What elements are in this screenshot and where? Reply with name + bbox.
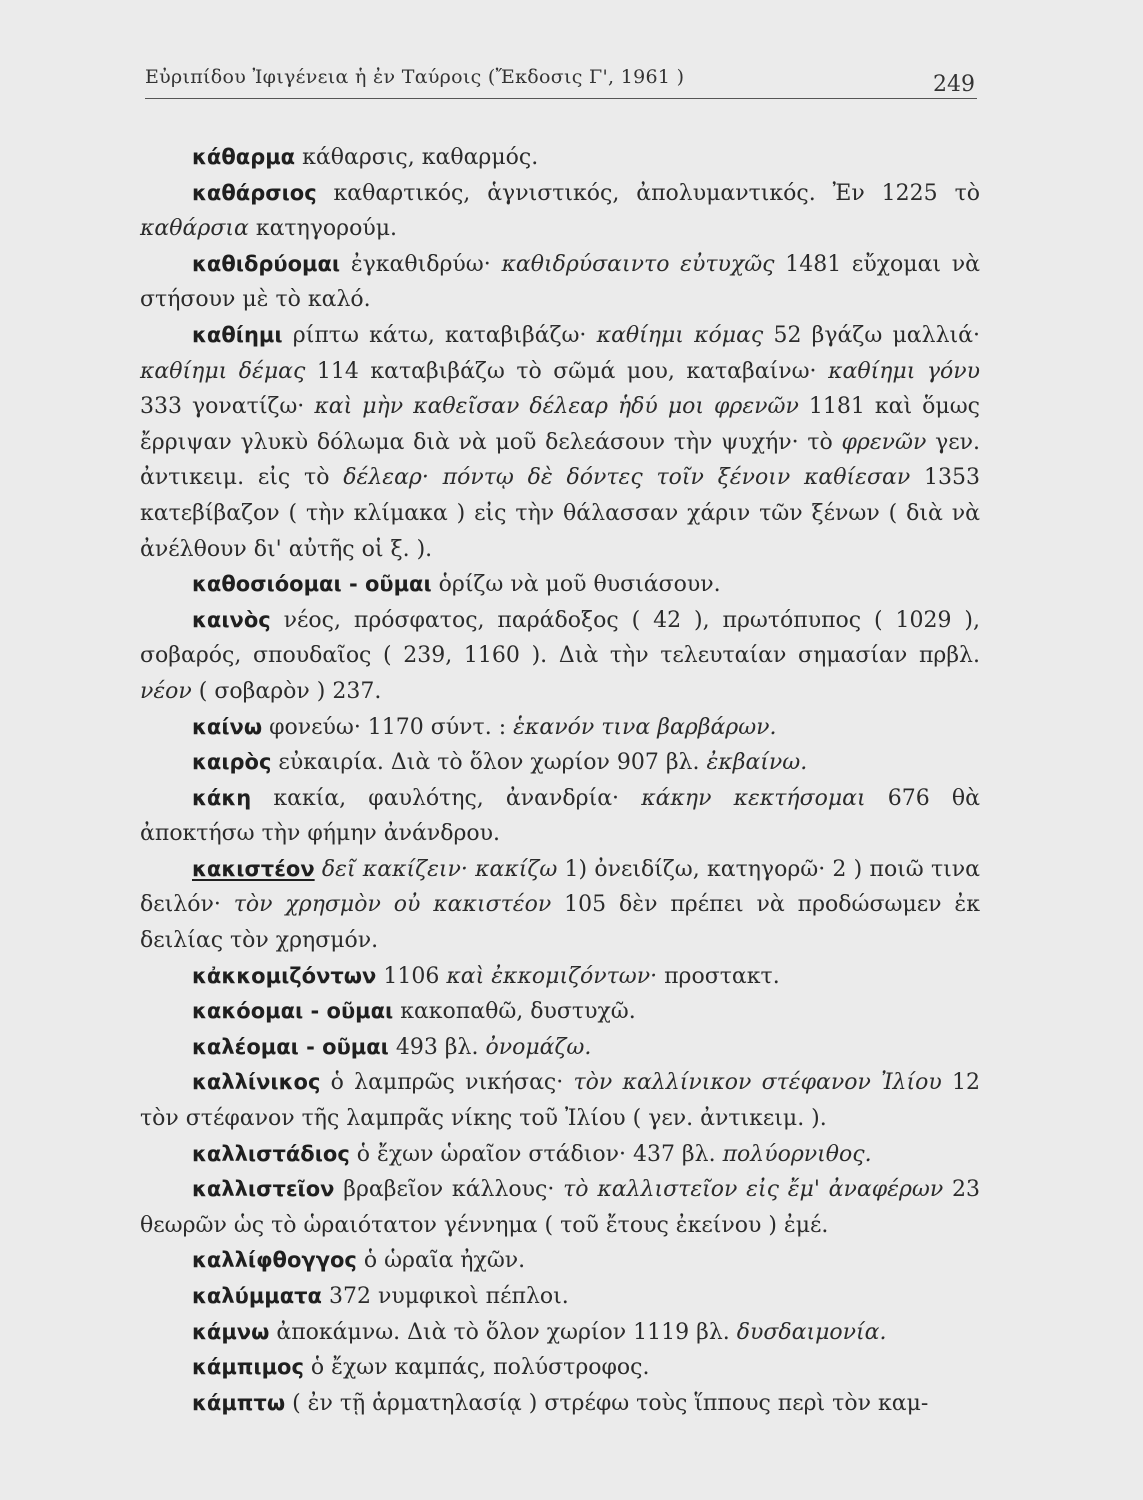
headword: κάμπτω [192,1390,286,1415]
definition-text: φονεύω· 1170 σύντ. : [262,714,514,740]
cited-text: δυσδαιμονία. [736,1319,887,1345]
cited-text: καθιδρύσαιντο εὐτυχῶς [501,251,775,277]
headword: καλλίνικος [192,1070,321,1095]
cited-text: νέον [140,678,192,704]
definition-text: 1181 καὶ ὅμως ἔρριψαν γλυκὺ δόλωμα διὰ νὰ μοῦ δελεάσουν τὴν ψυχήν· τὸ [140,394,980,455]
definition-text [315,857,322,882]
definition-text: εὐκαιρία. Διὰ τὸ ὅλον χωρίον 907 βλ. [271,750,707,776]
cited-text: καθίημι γόνυ [828,358,980,384]
glossary-entry [140,1030,980,1066]
definition-text: κακία, φαυλότης, ἀνανδρία· [251,785,642,811]
running-header [145,66,977,99]
definition-text: ὁ ὡραῖα ἠχῶν. [356,1248,526,1274]
headword: κάμπιμος [192,1355,304,1380]
definition-text: 114 καταβιβάζω τὸ σῶμά μου, καταβαίνω· [305,358,829,384]
cited-text: δεῖ κακίζειν· κακίζω [321,856,558,882]
headword: καλλιστεῖον [192,1177,335,1202]
definition-text: 23 θεωρῶν ὡς τὸ ὡραιότατον γέννημα ( τοῦ ἔτους ἐκείνου ) ἐμέ. [140,1177,980,1238]
glossary-entry [140,781,980,852]
glossary-entry [140,567,980,603]
definition-text: 1353 κατεβίβαζον ( τὴν κλίμακα ) εἰς τὴν θάλασσαν χάριν τῶν ξένων ( διὰ νὰ ἀνέλθουν δι' αὐτῆς οἱ ξ. ). [140,465,981,562]
cited-text: φρενῶν [841,429,927,455]
cited-text: καθίημι δέμας [140,358,306,384]
headword: κάκη [192,785,252,810]
definition-text: ὁ ἔχων καμπάς, πολύστροφος. [303,1355,650,1381]
glossary-entry [140,318,980,567]
headword: κακόομαι - οῦμαι [192,999,394,1024]
headword: κάθαρμα [192,145,296,169]
definition-text: ὁ λαμπρῶς νικήσας· [320,1070,574,1096]
definition-text: 333 γονατίζω· [140,394,315,420]
definition-text: κατηγορούμ. [248,216,398,242]
glossary-entry [140,140,980,176]
definition-text: 105 δὲν πρέπει νὰ προδώσωμεν ἐκ δειλίας τὸν χρησμόν. [140,892,980,954]
glossary-entries [140,140,980,1421]
headword: καιρὸς [192,750,272,775]
definition-text: 1481 εὔχομαι νὰ στήσουν μὲ τὸ καλό. [140,251,981,313]
glossary-entry [140,994,980,1030]
definition-text: ( ἐν τῇ ἁρματηλασίᾳ ) στρέφω τοὺς ἵππους περὶ τὸν καμ- [285,1390,929,1416]
headword: καθάρσιος [192,180,317,205]
definition-text: 493 βλ. [388,1034,486,1060]
headword: καθιδρύομαι [192,251,341,276]
cited-text: καὶ ἐκκομιζόντων· [446,963,658,989]
definition-text: κακοπαθῶ, δυστυχῶ. [393,999,636,1025]
definition-text: 1106 [376,963,447,989]
cited-text: τὸ καλλιστεῖον εἰς ἔμ' ἀναφέρων [563,1177,944,1203]
headword: κἀκκομιζόντων [192,963,377,988]
glossary-entry [140,852,980,959]
cited-text: ἑκανόν τινα βαρβάρων. [513,714,777,740]
headword: καλύμματα [192,1284,322,1308]
cited-text: ἐκβαίνω. [706,750,808,776]
definition-text: ρίπτω κάτω, καταβιβάζω· [282,322,597,348]
cited-text: πολύορνιθος. [722,1141,872,1167]
definition-text: 372 νυμφικοὶ πέπλοι. [321,1284,569,1309]
definition-text: 1) ὀνειδίζω, κατηγορῶ· 2 ) ποιῶ τινα δειλόν· [140,856,981,918]
definition-text: καθαρτικός, ἁγνιστικός, ἀπολυμαντικός. Ἐν 1225 τὸ [316,180,980,206]
cited-text: τὸν χρησμὸν οὐ κακιστέον [233,892,552,918]
headword: καίνω [192,714,263,739]
definition-text: 52 βγάζω μαλλιά· [763,322,980,348]
cited-text: καθάρσια [140,216,249,242]
glossary-entry [140,710,980,746]
definition-text: ὁρίζω νὰ μοῦ θυσιάσουν. [431,572,721,598]
running-title: Εὐριπίδου Ἰφιγένεια ἡ ἐν Ταύροις (Ἔκδοσις Γ', 1961 ) [145,66,685,88]
glossary-entry [140,1315,980,1351]
cited-text: κάκην κεκτήσομαι [641,785,866,811]
headword: καλλιστάδιος [192,1141,350,1166]
definition-text: ( σοβαρὸν ) 237. [191,678,382,704]
headword: καθοσιόομαι - οῦμαι [192,572,432,597]
glossary-entry [140,1350,980,1386]
definition-text: προστακτ. [657,963,780,989]
glossary-entry [140,176,980,247]
definition-text: ὁ ἔχων ὡραῖον στάδιον· 437 βλ. [349,1141,723,1167]
definition-text: βραβεῖον κάλλους· [334,1177,564,1203]
glossary-entry [140,959,980,995]
glossary-entry [140,1172,980,1243]
glossary-entry [140,1243,980,1279]
glossary-entry [140,1137,980,1173]
headword: κάμνω [192,1319,270,1344]
cited-text: καθίημι κόμας [596,322,764,348]
glossary-entry [140,745,980,781]
headword: καινὸς [192,607,271,632]
headword: κακιστέον [192,856,315,881]
definition-text: ἀποκάμνω. Διὰ τὸ ὅλον χωρίον 1119 βλ. [269,1319,737,1345]
glossary-entry [140,1279,980,1315]
definition-text: 12 τὸν στέφανον τῆς λαμπρᾶς νίκης τοῦ Ἰλίου ( γεν. ἀντικειμ. ). [140,1070,980,1132]
glossary-entry [140,1386,980,1422]
cited-text: τὸν καλλίνικον στέφανον Ἰλίου [573,1070,942,1096]
definition-text: γεν. ἀντικειμ. εἰς τὸ [140,429,981,491]
definition-text: 676 θὰ ἀποκτήσω τὴν φήμην ἀνάνδρου. [140,785,980,847]
cited-text: δέλεαρ· πόντῳ δὲ δόντες τοῖν ξένοιν καθίεσαν [343,465,911,491]
page-number: 249 [933,72,975,97]
headword: καλέομαι - οῦμαι [192,1034,389,1059]
glossary-entry [140,603,980,710]
headword: καλλίφθογγος [192,1248,357,1273]
definition-text: κάθαρσις, καθαρμός. [295,145,539,170]
definition-text: νέος, πρόσφατος, παράδοξος ( 42 ), πρωτόπυπος ( 1029 ), σοβαρός, σπουδαῖος ( 239, 1160 ). Διὰ τὴν τελευταίαν σημασίαν πρβλ. [140,607,980,669]
cited-text: καὶ μὴν καθεῖσαν δέλεαρ ἡδύ μοι φρενῶν [314,394,799,420]
glossary-entry [140,1065,980,1136]
glossary-entry [140,247,980,318]
definition-text: ἐγκαθιδρύω· [340,251,502,277]
cited-text: ὀνομάζω. [485,1034,592,1060]
headword: καθίημι [192,322,283,347]
